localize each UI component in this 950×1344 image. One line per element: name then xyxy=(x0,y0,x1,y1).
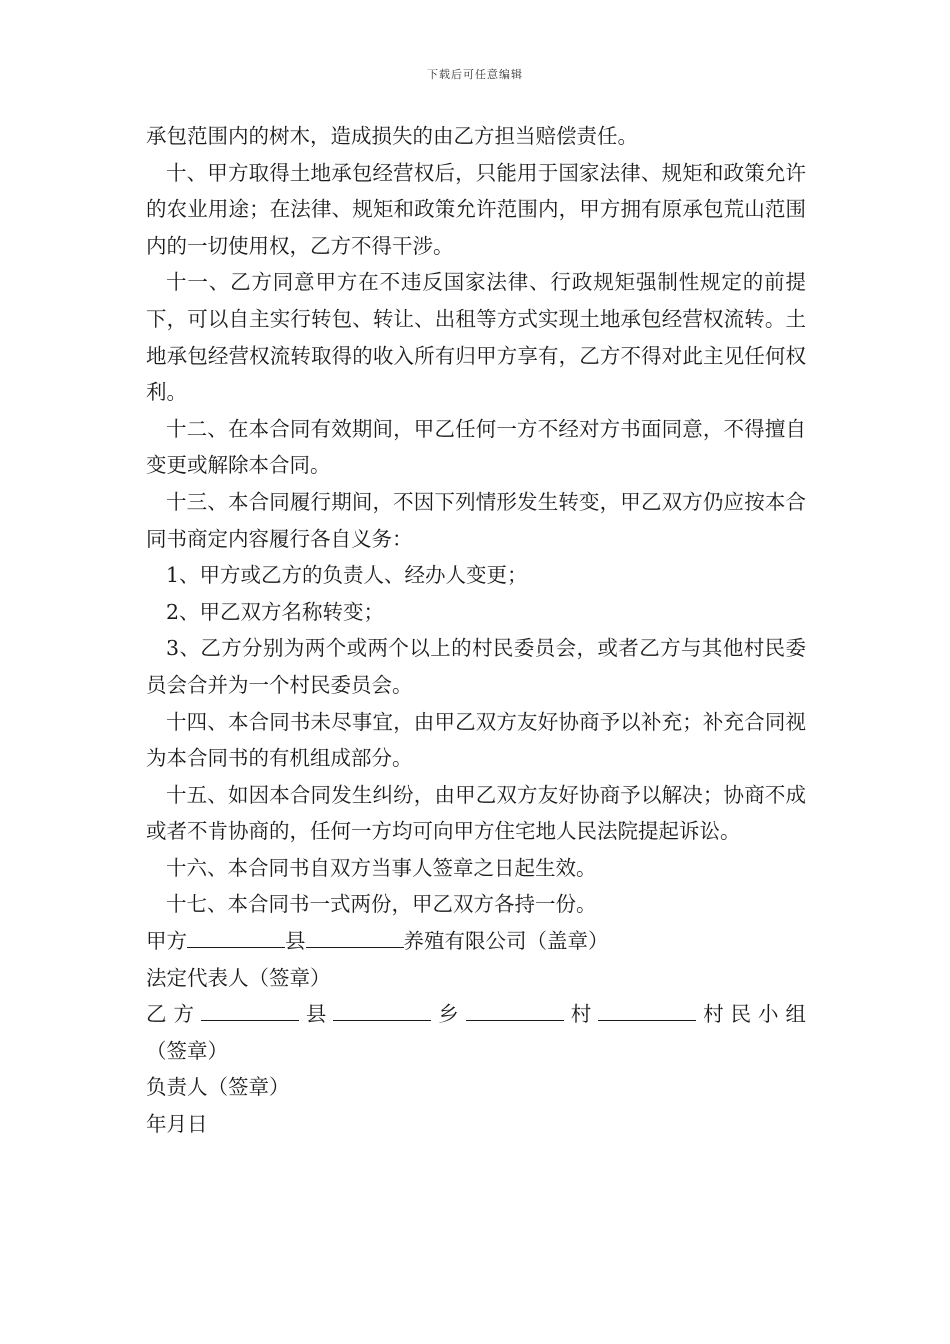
clause-13: 十三、本合同履行期间，不因下列情形发生转变，甲乙双方仍应按本合同书商定内容履行各自义务： xyxy=(146,489,806,551)
legal-representative-line: 法定代表人（签章） xyxy=(146,965,331,990)
clause-17: 十七、本合同书一式两份，甲乙双方各持一份。 xyxy=(166,892,597,917)
clause-16: 十六、本合同书自双方当事人签章之日起生效。 xyxy=(166,855,597,880)
party-a-label: 甲方 xyxy=(146,929,187,954)
party-b-label: 乙方 xyxy=(146,1002,201,1027)
party-b-blank-2 xyxy=(333,998,431,1021)
clause-13-item-2: 2、甲乙双方名称转变； xyxy=(166,599,385,624)
party-a-blank-2 xyxy=(306,925,404,948)
party-a-signature-line xyxy=(146,923,806,960)
party-b-blank-4 xyxy=(598,998,696,1021)
party-b-township-label: 乡 xyxy=(431,1002,466,1027)
party-b-blank-1 xyxy=(201,998,299,1021)
clause-11: 十一、乙方同意甲方在不违反国家法律、行政规矩强制性规定的前提下，可以自主实行转包、转让、出租等方式实现土地承包经营权流转。土地承包经营权流转取得的收入所有归甲方享有，乙方不得对此主见任何权利。 xyxy=(146,270,806,405)
party-b-seal-line: （签章） xyxy=(146,1038,228,1063)
person-in-charge-line: 负责人（签章） xyxy=(146,1075,290,1100)
party-a-county-label: 县 xyxy=(285,929,306,954)
page-header: 下载后可任意编辑 xyxy=(427,68,523,81)
party-a-company-label: 养殖有限公司（盖章） xyxy=(403,929,609,954)
clause-15: 十五、如因本合同发生纠纷，由甲乙双方友好协商予以解决；协商不成或者不肯协商的，任何一方均可向甲方住宅地人民法院提起诉讼。 xyxy=(146,782,806,844)
clause-12: 十二、在本合同有效期间，甲乙任何一方不经对方书面同意，不得擅自变更或解除本合同。 xyxy=(146,416,806,478)
clause-13-item-1: 1、甲方或乙方的负责人、经办人变更； xyxy=(166,563,528,588)
party-b-county-label: 县 xyxy=(298,1002,334,1027)
paragraph-continuation: 承包范围内的树木，造成损失的由乙方担当赔偿责任。 xyxy=(146,124,638,148)
party-b-blank-3 xyxy=(466,998,564,1021)
clause-14: 十四、本合同书未尽事宜，由甲乙双方友好协商予以补充；补充合同视为本合同书的有机组成部分。 xyxy=(146,709,806,771)
clause-13-item-3: 3、乙方分别为两个或两个以上的村民委员会，或者乙方与其他村民委员会合并为一个村民委员会。 xyxy=(146,636,806,697)
party-b-village-label: 村 xyxy=(563,1002,599,1027)
contract-body xyxy=(146,118,806,1143)
clause-10: 十、甲方取得土地承包经营权后，只能用于国家法律、规矩和政策允许的农业用途；在法律、规矩和政策允许范围内，甲方拥有原承包荒山范围内的一切使用权，乙方不得干涉。 xyxy=(146,160,806,258)
party-b-group-label: 村民小组 xyxy=(696,1002,807,1027)
date-line: 年月日 xyxy=(146,1112,208,1137)
party-a-blank-1 xyxy=(187,925,285,948)
party-b-signature-line xyxy=(146,996,806,1033)
